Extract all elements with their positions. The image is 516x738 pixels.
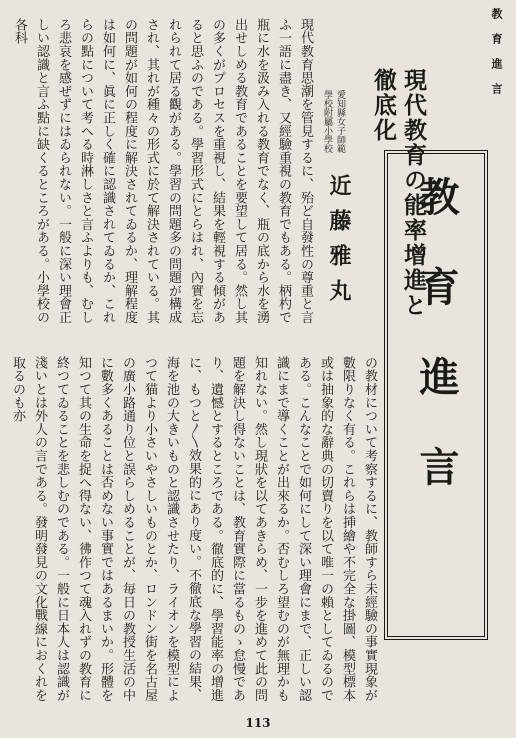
- section-title: 教育進言: [413, 176, 460, 536]
- section-title-box: [384, 150, 488, 640]
- body-text-lower: の教材について考察するに、教師すら未經驗の事實現象が數限りなく有る。これらは挿繪や不完全な掛圖、模型標本或は抽象的な辭典の切賣りを以て唯一の賴としてゐるのである。こんなことで如何にして深い理會にまで、正しい認識にまで導くことが出來るか。否むしろ望むのが無理かも知れない。然し現狀を以てあきらめ、一步を進めて此の問題を解決し得ないことは、教育實際に當るものゝ怠慢であり、遺憾とするところである。徹底的に、學習能率の增進に、もつと〱效果的にあり度い。不徹底な學習の結果、海を池の大きいものと認識させたり、ライオンを模型によつて猫より小さいやさしいものとか、ロンドン街を名古屋の廣小路通り位と誤らしめることが、毎日の教授生活の中に數多くあることは否めない事實ではあるまいか。形體を知つて其の生命を捉へ得ない、彿作つて魂入れずの教育に終つてゐることを悲しむのである。一般に日本人は認識が淺いとは外人の言である。發明發見の文化戰線におくれを取るのも亦: [10, 356, 377, 702]
- author-name: 近藤雅丸: [326, 174, 352, 314]
- page-number: 113: [245, 716, 271, 730]
- running-header: 教育進言: [490, 8, 503, 108]
- author-affiliation: 愛知縣女子師範學校附屬小學校: [322, 90, 345, 153]
- article-title: 現代教育の能率增進と徹底化: [370, 68, 427, 318]
- body-text-upper: 現代教育思潮を管見するに、殆ど自發性の尊重と言ふ一語に盡き、又經驗重視の教育でもある。柄杓で瓶に水を汲み入れる教育でなく、瓶の底から水を湧出せしめる教育であることを要望して居る。然し其の多くがプロセスを重視し、結果を輕視する傾があると思ふのである。學習形式にとらはれ、內實を忘れられて居る觀がある。學習の問題多の問題が構成され、其れが種々の形式に於て解決されている。其の問題が如何の程度に解決されてゐるか、理解程度は如何に、眞に正しく確に認識されてゐるか、これらの點について考へる時淋しさと言ふよりも、むしろ悲哀を感ぜずにはゐられない。一般に深い理會正しい認識と言ふ點に缺くるところがある。小學校の各科: [12, 18, 313, 324]
